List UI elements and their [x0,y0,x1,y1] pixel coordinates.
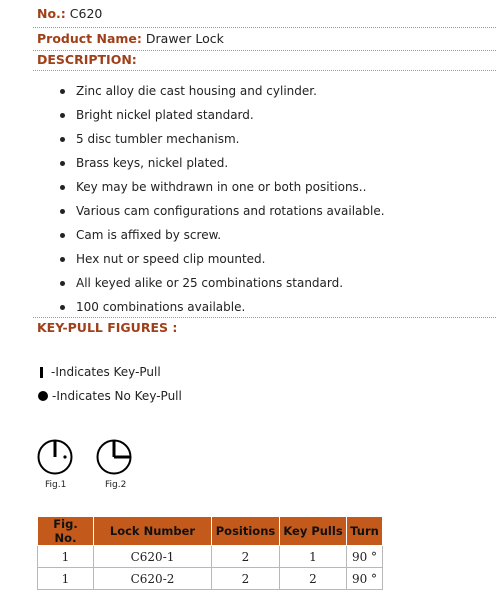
list-item: Cam is affixed by screw. [58,223,385,247]
list-item: Hex nut or speed clip mounted. [58,247,385,271]
list-item: Key may be withdrawn in one or both positions.. [58,175,385,199]
description-heading: DESCRIPTION: [37,52,137,67]
header-fig-no: Fig. No. [38,517,94,546]
cell-key-pulls: 1 [280,546,347,568]
product-name-label: Product Name: [37,31,142,46]
spec-table [37,516,383,590]
figure-2-icon [95,438,133,476]
product-number-label: No.: [37,6,66,21]
list-item: Brass keys, nickel plated. [58,151,385,175]
list-item: Various cam configurations and rotations available. [58,199,385,223]
keypull-heading: KEY-PULL FIGURES : [37,320,178,335]
cell-lock-number: C620-2 [94,568,212,590]
list-item: 100 combinations available. [58,295,385,319]
cell-lock-number: C620-1 [94,546,212,568]
legend-no-key-pull [38,389,182,403]
cell-turn: 90 ° [347,546,383,568]
table-header-row [38,517,383,546]
list-item: All keyed alike or 25 combinations standard. [58,271,385,295]
list-item: 5 disc tumbler mechanism. [58,127,385,151]
divider [33,27,496,28]
header-lock-number: Lock Number [94,517,212,546]
cell-positions: 2 [212,568,280,590]
table-row [38,546,383,568]
no-key-pull-dot-icon [38,391,48,401]
key-pull-bar-icon [40,367,43,378]
header-positions: Positions [212,517,280,546]
figure-1-label: Fig.1 [45,480,67,490]
header-turn: Turn [347,517,383,546]
figure-1-icon [36,438,74,476]
cell-fig-no: 1 [38,546,94,568]
figure-2-label: Fig.2 [105,480,127,490]
divider [33,70,496,71]
product-name-row [37,31,224,46]
legend-no-key-pull-text: -Indicates No Key-Pull [52,389,182,403]
list-item: Bright nickel plated standard. [58,103,385,127]
list-item: Zinc alloy die cast housing and cylinder. [58,79,385,103]
legend-key-pull [38,365,161,379]
header-key-pulls: Key Pulls [280,517,347,546]
product-number-value: C620 [69,6,103,21]
divider [33,317,496,318]
cell-fig-no: 1 [38,568,94,590]
product-name-value: Drawer Lock [145,31,224,46]
cell-key-pulls: 2 [280,568,347,590]
cell-turn: 90 ° [347,568,383,590]
cell-positions: 2 [212,546,280,568]
divider [33,50,496,51]
description-list [58,79,385,319]
table-row [38,568,383,590]
product-number-row [37,6,102,21]
legend-key-pull-text: -Indicates Key-Pull [51,365,161,379]
